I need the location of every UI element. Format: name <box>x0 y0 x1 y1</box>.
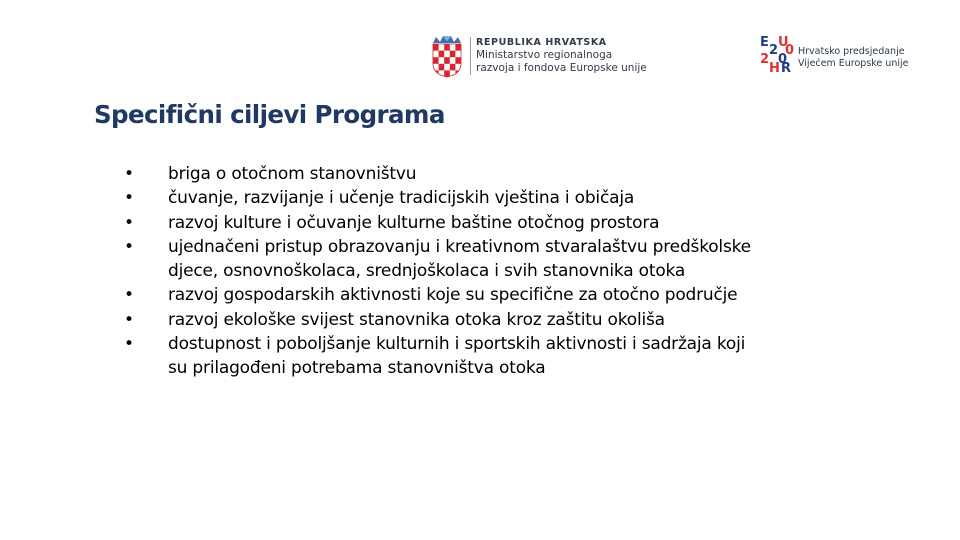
list-item-text: ujednačeni pristup obrazovanju i kreativnom stvaralaštvu predškolske djece, osnovnoškolaca, srednjoškolaca i svih stanovnika otoka <box>168 236 751 282</box>
bullet-icon: • <box>124 188 134 209</box>
ministry-name <box>476 36 676 75</box>
eu-mark-char: 0 <box>778 52 788 67</box>
ministry-line-2: Ministarstvo regionalnoga <box>476 49 613 61</box>
eu-presidency-line-1: Hrvatsko predsjedanje <box>798 46 905 57</box>
ministry-line-3: razvoja i fondova Europske unije <box>476 62 647 74</box>
eu2020hr-mark <box>758 36 798 76</box>
logo-divider <box>470 37 471 75</box>
slide-title: Specifični ciljevi Programa <box>94 100 445 129</box>
list-item <box>124 332 764 381</box>
list-item-text: briga o otočnom stanovništvu <box>168 164 417 184</box>
list-item <box>124 235 764 284</box>
objectives-list <box>124 162 764 381</box>
eu-mark-char: 2 <box>769 43 779 58</box>
croatian-coat-of-arms-icon <box>430 34 464 78</box>
list-item <box>124 162 764 186</box>
eu-mark-char: U <box>778 35 789 50</box>
eu-mark-char: 0 <box>785 43 795 58</box>
bullet-icon: • <box>124 164 134 184</box>
eu-presidency-logo <box>758 36 908 78</box>
list-item-text: čuvanje, razvijanje i učenje tradicijskih vještina i običaja <box>168 188 635 209</box>
bullet-icon: • <box>124 285 134 306</box>
bullet-icon: • <box>124 334 134 355</box>
list-item-text: razvoj kulture i očuvanje kulturne baštine otočnog prostora <box>168 212 660 233</box>
list-item-text: razvoj ekološke svijest stanovnika otoka kroz zaštitu okoliša <box>168 309 665 330</box>
list-item-text: razvoj gospodarskih aktivnosti koje su specifične za otočno područje <box>168 285 738 306</box>
eu-mark-char: E <box>760 35 769 50</box>
list-item <box>124 211 764 235</box>
eu-mark-char: H <box>769 61 780 76</box>
eu-presidency-line-2: Vijećem Europske unije <box>798 58 909 69</box>
bullet-icon: • <box>124 309 134 330</box>
bullet-icon: • <box>124 212 134 233</box>
list-item <box>124 186 764 210</box>
ministry-logo <box>430 34 670 78</box>
eu-mark-char: 2 <box>760 52 770 67</box>
eu-presidency-text <box>798 46 908 70</box>
list-item <box>124 283 764 307</box>
ministry-line-1: REPUBLIKA HRVATSKA <box>476 37 607 48</box>
bullet-icon: • <box>124 236 134 257</box>
eu-mark-char: R <box>781 61 792 76</box>
list-item-text: dostupnost i poboljšanje kulturnih i sportskih aktivnosti i sadržaja koji su prilagođeni potrebama stanovništva otoka <box>168 334 746 379</box>
list-item <box>124 308 764 332</box>
